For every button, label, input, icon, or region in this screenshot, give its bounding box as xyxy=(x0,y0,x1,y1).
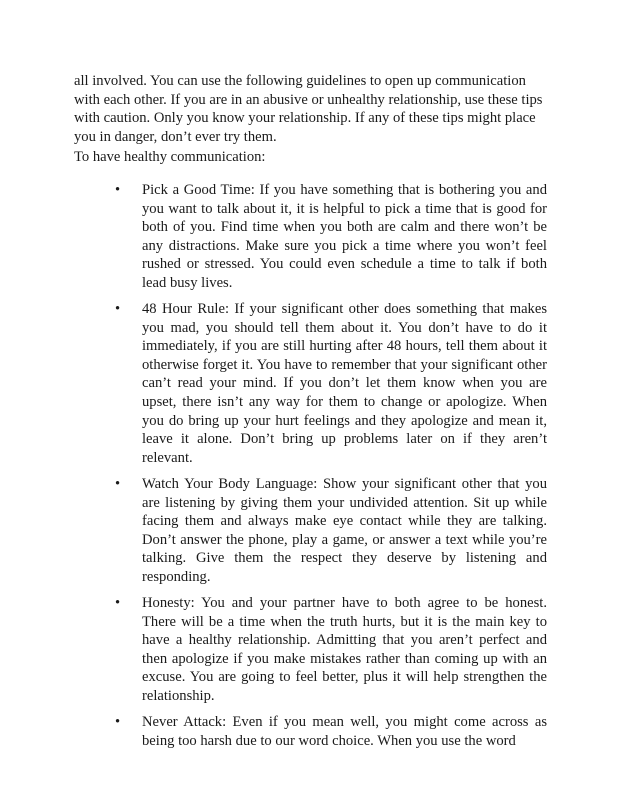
list-item xyxy=(74,475,547,587)
bullet-icon: • xyxy=(115,475,121,492)
list-item-text: Watch Your Body Language: Show your significant other that you are listening by giving them your undivided attention. Sit up while facing them and always make eye contact while they are talking. Don’t answer the phone, play a game, or answer a text while you’re talking. Give them the respect they deserve by listening and responding. xyxy=(142,475,547,585)
guidelines-list xyxy=(74,181,547,758)
list-item-text: Honesty: You and your partner have to both agree to be honest. There will be a time when the truth hurts, but it is the main key to have a healthy relationship. Admitting that you aren’t perfect and then apologize if you make mistakes rather than coming up with an excuse. You are going to feel better, plus it will help strengthen the relationship. xyxy=(142,594,547,704)
list-item-text: Pick a Good Time: If you have something that is bothering you and you want to talk about it, it is helpful to pick a time that is good for both of you. Find time when you both are calm and there won’t be any distractions. Make sure you pick a time where you won’t feel rushed or stressed. You could even schedule a time to talk if both lead busy lives. xyxy=(142,182,547,291)
list-item-text: Never Attack: Even if you mean well, you might come across as being too harsh due to our word choice. When you use the word xyxy=(142,714,547,749)
list-item xyxy=(74,594,547,706)
bullet-icon: • xyxy=(115,714,121,731)
bullet-icon: • xyxy=(115,301,121,318)
lead-in-text: To have healthy communication: xyxy=(74,149,266,165)
bullet-icon: • xyxy=(115,182,121,198)
list-item xyxy=(74,181,547,293)
list-item xyxy=(74,300,547,467)
list-item-text: 48 Hour Rule: If your significant other does something that makes you mad, you should tell them about it. You don’t have to do it immediately, if you are still hurting after 48 hours, tell them about it otherwise forget it. You have to remember that your significant other can’t read your mind. If you don’t let them know when you are upset, there isn’t any way for them to change or apologize. When you do bring up your hurt feelings and they apologize and mean it, leave it alone. Don’t bring up problems later on if they aren’t relevant. xyxy=(142,301,547,466)
list-item xyxy=(74,713,547,750)
bullet-icon: • xyxy=(115,594,121,611)
intro-paragraph: all involved. You can use the following guidelines to open up communication with each other. If you are in an abusive or unhealthy relationship, use these tips with caution. Only you know your relationship. If any of these tips might place you in danger, don’t ever try them. xyxy=(74,73,543,145)
